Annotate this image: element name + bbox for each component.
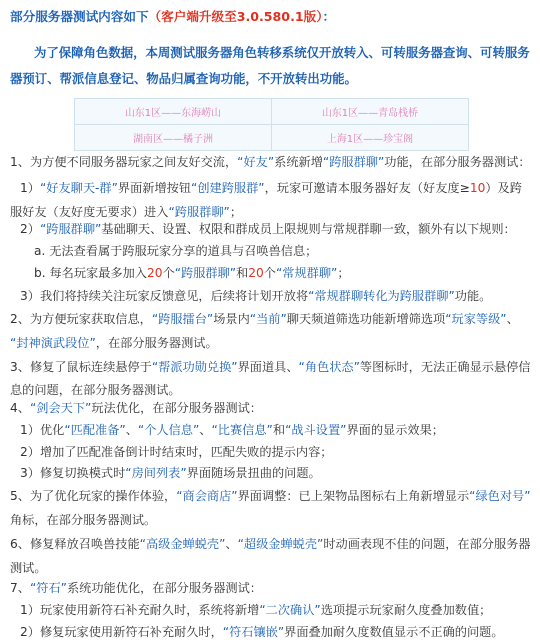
line-text: ）及跨 xyxy=(485,181,522,195)
highlight-term: “超级金蝉蜕壳” xyxy=(237,537,324,551)
highlight-term: “玩家等级” xyxy=(445,312,507,326)
line-text: 界面随场景扭曲的问题。 xyxy=(186,466,321,480)
server-cell: 上海1区——珍宝阁 xyxy=(272,125,469,151)
server-cell: 山东1区——青岛栈桥 xyxy=(272,99,469,125)
server-cell: 山东1区——东海崂山 xyxy=(75,99,272,125)
line-text: 个 xyxy=(162,266,175,280)
line-text: 角标，在部分服务器测试。 xyxy=(10,513,157,527)
highlight-term: “跨服擂台” xyxy=(151,312,214,326)
line-text: 聊天频道筛选功能新增筛选项 xyxy=(286,312,446,326)
line-text: 2）增加了匹配准备倒计时结束时，匹配失败的提示内容； xyxy=(20,445,333,459)
line-text: 1）优化 xyxy=(20,423,65,437)
highlight-term: “好友” xyxy=(237,155,275,169)
line-text: 1、为方便不同服务器玩家之间友好交流， xyxy=(10,155,238,169)
line-text: 功能。 xyxy=(454,289,492,303)
highlight-term: “战斗设置” xyxy=(285,423,347,437)
line-text: 3）修复切换模式时 xyxy=(20,466,126,480)
highlight-term: “创建跨服群” xyxy=(191,181,265,195)
line-text: 时动画表现不佳的问题，在部分服务器 xyxy=(323,537,531,551)
highlight-term: “封神演武段位” xyxy=(10,336,96,350)
line-text: 3、修复了鼠标连续悬停于 xyxy=(10,360,152,374)
line-text: 和 xyxy=(272,423,286,437)
line-text: 个 xyxy=(263,266,276,280)
item-line xyxy=(20,178,522,198)
page-title xyxy=(10,6,335,25)
highlight-term: “房间列表” xyxy=(125,466,187,480)
item-line xyxy=(10,510,156,530)
line-text: 5、为了优化玩家的操作体验， xyxy=(10,489,177,503)
line-text: 等图标时，无法正确显示悬停信 xyxy=(359,360,531,374)
title-version-note: （客户端升级至3.0.580.1版） xyxy=(148,9,323,24)
line-text: 、 xyxy=(125,423,138,437)
item-line xyxy=(10,333,218,353)
highlight-term: “商会商店” xyxy=(176,489,238,503)
line-text: 2）修复玩家使用新符石补充耐久时， xyxy=(20,625,223,639)
item-line xyxy=(10,558,47,578)
line-text: 服好友（友好度无要求）进入 xyxy=(10,205,169,219)
item-line xyxy=(20,600,491,620)
line-text: ； xyxy=(229,205,243,219)
highlight-term: “跨服群聊” xyxy=(168,205,230,219)
highlight-number: 20 xyxy=(146,266,163,280)
line-text: 界面的显示效果； xyxy=(346,423,444,437)
highlight-term: “常规群聊” xyxy=(275,266,338,280)
item-line xyxy=(20,463,321,483)
item-line xyxy=(10,486,531,506)
item-line xyxy=(34,263,350,283)
highlight-number: 10 xyxy=(469,181,486,195)
title-main: 部分服务器测试内容如下 xyxy=(10,9,149,24)
line-text: 、 xyxy=(199,423,212,437)
line-text: 和 xyxy=(236,266,249,280)
highlight-term: “帮派功勋兑换” xyxy=(151,360,238,374)
line-text: 3）我们将持续关注玩家反馈意见，后续将计划开放将 xyxy=(20,289,309,303)
highlight-term: “当前” xyxy=(249,312,287,326)
line-text: 4、 xyxy=(10,401,30,415)
item-line xyxy=(20,219,516,239)
line-text: 玩法优化，在部分服务器测试： xyxy=(91,401,262,415)
item-line xyxy=(20,420,444,440)
highlight-term: “符石” xyxy=(29,581,67,595)
item-line xyxy=(10,309,519,329)
line-text: 场景内 xyxy=(213,312,250,326)
line-text: 系统新增 xyxy=(274,155,323,169)
line-text: a. 无法查看属于跨服玩家分享的道具与召唤兽信息； xyxy=(34,244,318,258)
line-text: 界面调整：已上架物品图标右上角新增显示 xyxy=(237,489,470,503)
title-colon: ： xyxy=(322,9,336,24)
line-text: 1） xyxy=(20,181,40,195)
line-text: 系统功能优化，在部分服务器测试： xyxy=(66,581,262,595)
line-text: 界面新增按钮 xyxy=(117,181,192,195)
item-line xyxy=(10,578,262,598)
highlight-term: “比赛信息” xyxy=(211,423,273,437)
item-line xyxy=(34,241,317,261)
line-text: 6、修复释放召唤兽技能 xyxy=(10,537,140,551)
line-text: 7、 xyxy=(10,581,30,595)
highlight-term: “跨服群聊” xyxy=(322,155,385,169)
highlight-term: “符石镶嵌” xyxy=(222,625,285,639)
line-text: ，玩家可邀请本服务器好友（好友度≥ xyxy=(264,181,470,195)
line-text: 界面道具、 xyxy=(237,360,299,374)
highlight-term: “绿色对号” xyxy=(469,489,531,503)
highlight-term: “个人信息” xyxy=(137,423,200,437)
line-text: 2、为方便玩家获取信息， xyxy=(10,312,152,326)
table-row xyxy=(75,125,469,151)
line-text: b. 每名玩家最多加入 xyxy=(34,266,147,280)
line-text: 基础聊天、设置、权限和群成员上限规则与常规群聊一致，额外有以下规则： xyxy=(101,222,516,236)
item-line xyxy=(10,398,262,418)
server-table xyxy=(74,98,469,151)
line-text: 息的问题，在部分服务器测试。 xyxy=(10,383,181,397)
line-text: 1）玩家使用新符石补充耐久时，系统将新增 xyxy=(20,603,260,617)
item-line xyxy=(10,357,531,377)
highlight-term: “剑会天下” xyxy=(29,401,92,415)
line-text: 、 xyxy=(225,537,238,551)
table-row xyxy=(75,99,469,125)
item-line xyxy=(20,442,332,462)
line-text: ，在部分服务器测试。 xyxy=(95,336,218,350)
item-line xyxy=(10,152,531,172)
highlight-term: “高级金蝉蜕壳” xyxy=(139,537,226,551)
line-text: 界面叠加耐久度数值显示不正确的问题。 xyxy=(284,625,504,639)
intro-paragraph: 为了保障角色数据，本周测试服务器角色转移系统仅开放转入、可转服务器查询、可转服务器预订、帮派信息登记、物品归属查询功能，不开放转出功能。 xyxy=(10,45,530,86)
highlight-term: “好友聊天-群” xyxy=(39,181,118,195)
line-text: 测试。 xyxy=(10,561,47,575)
line-text: 功能，在部分服务器测试： xyxy=(384,155,531,169)
highlight-number: 20 xyxy=(248,266,264,280)
highlight-term: “跨服群聊” xyxy=(39,222,102,236)
line-text: 选项提示玩家耐久度叠加数值； xyxy=(320,603,492,617)
highlight-term: “角色状态” xyxy=(298,360,360,374)
highlight-term: “跨服群聊” xyxy=(174,266,237,280)
item-line xyxy=(10,534,531,554)
highlight-term: “二次确认” xyxy=(259,603,321,617)
highlight-term: “常规群聊转化为跨服群聊” xyxy=(308,289,455,303)
item-line xyxy=(20,622,504,642)
highlight-term: “匹配准备” xyxy=(64,423,126,437)
line-text: 、 xyxy=(506,312,519,326)
item-line xyxy=(10,380,181,400)
line-text: ； xyxy=(337,266,350,280)
server-cell: 湖南区——橘子洲 xyxy=(75,125,272,151)
item-line xyxy=(20,286,491,306)
line-text: 2） xyxy=(20,222,40,236)
